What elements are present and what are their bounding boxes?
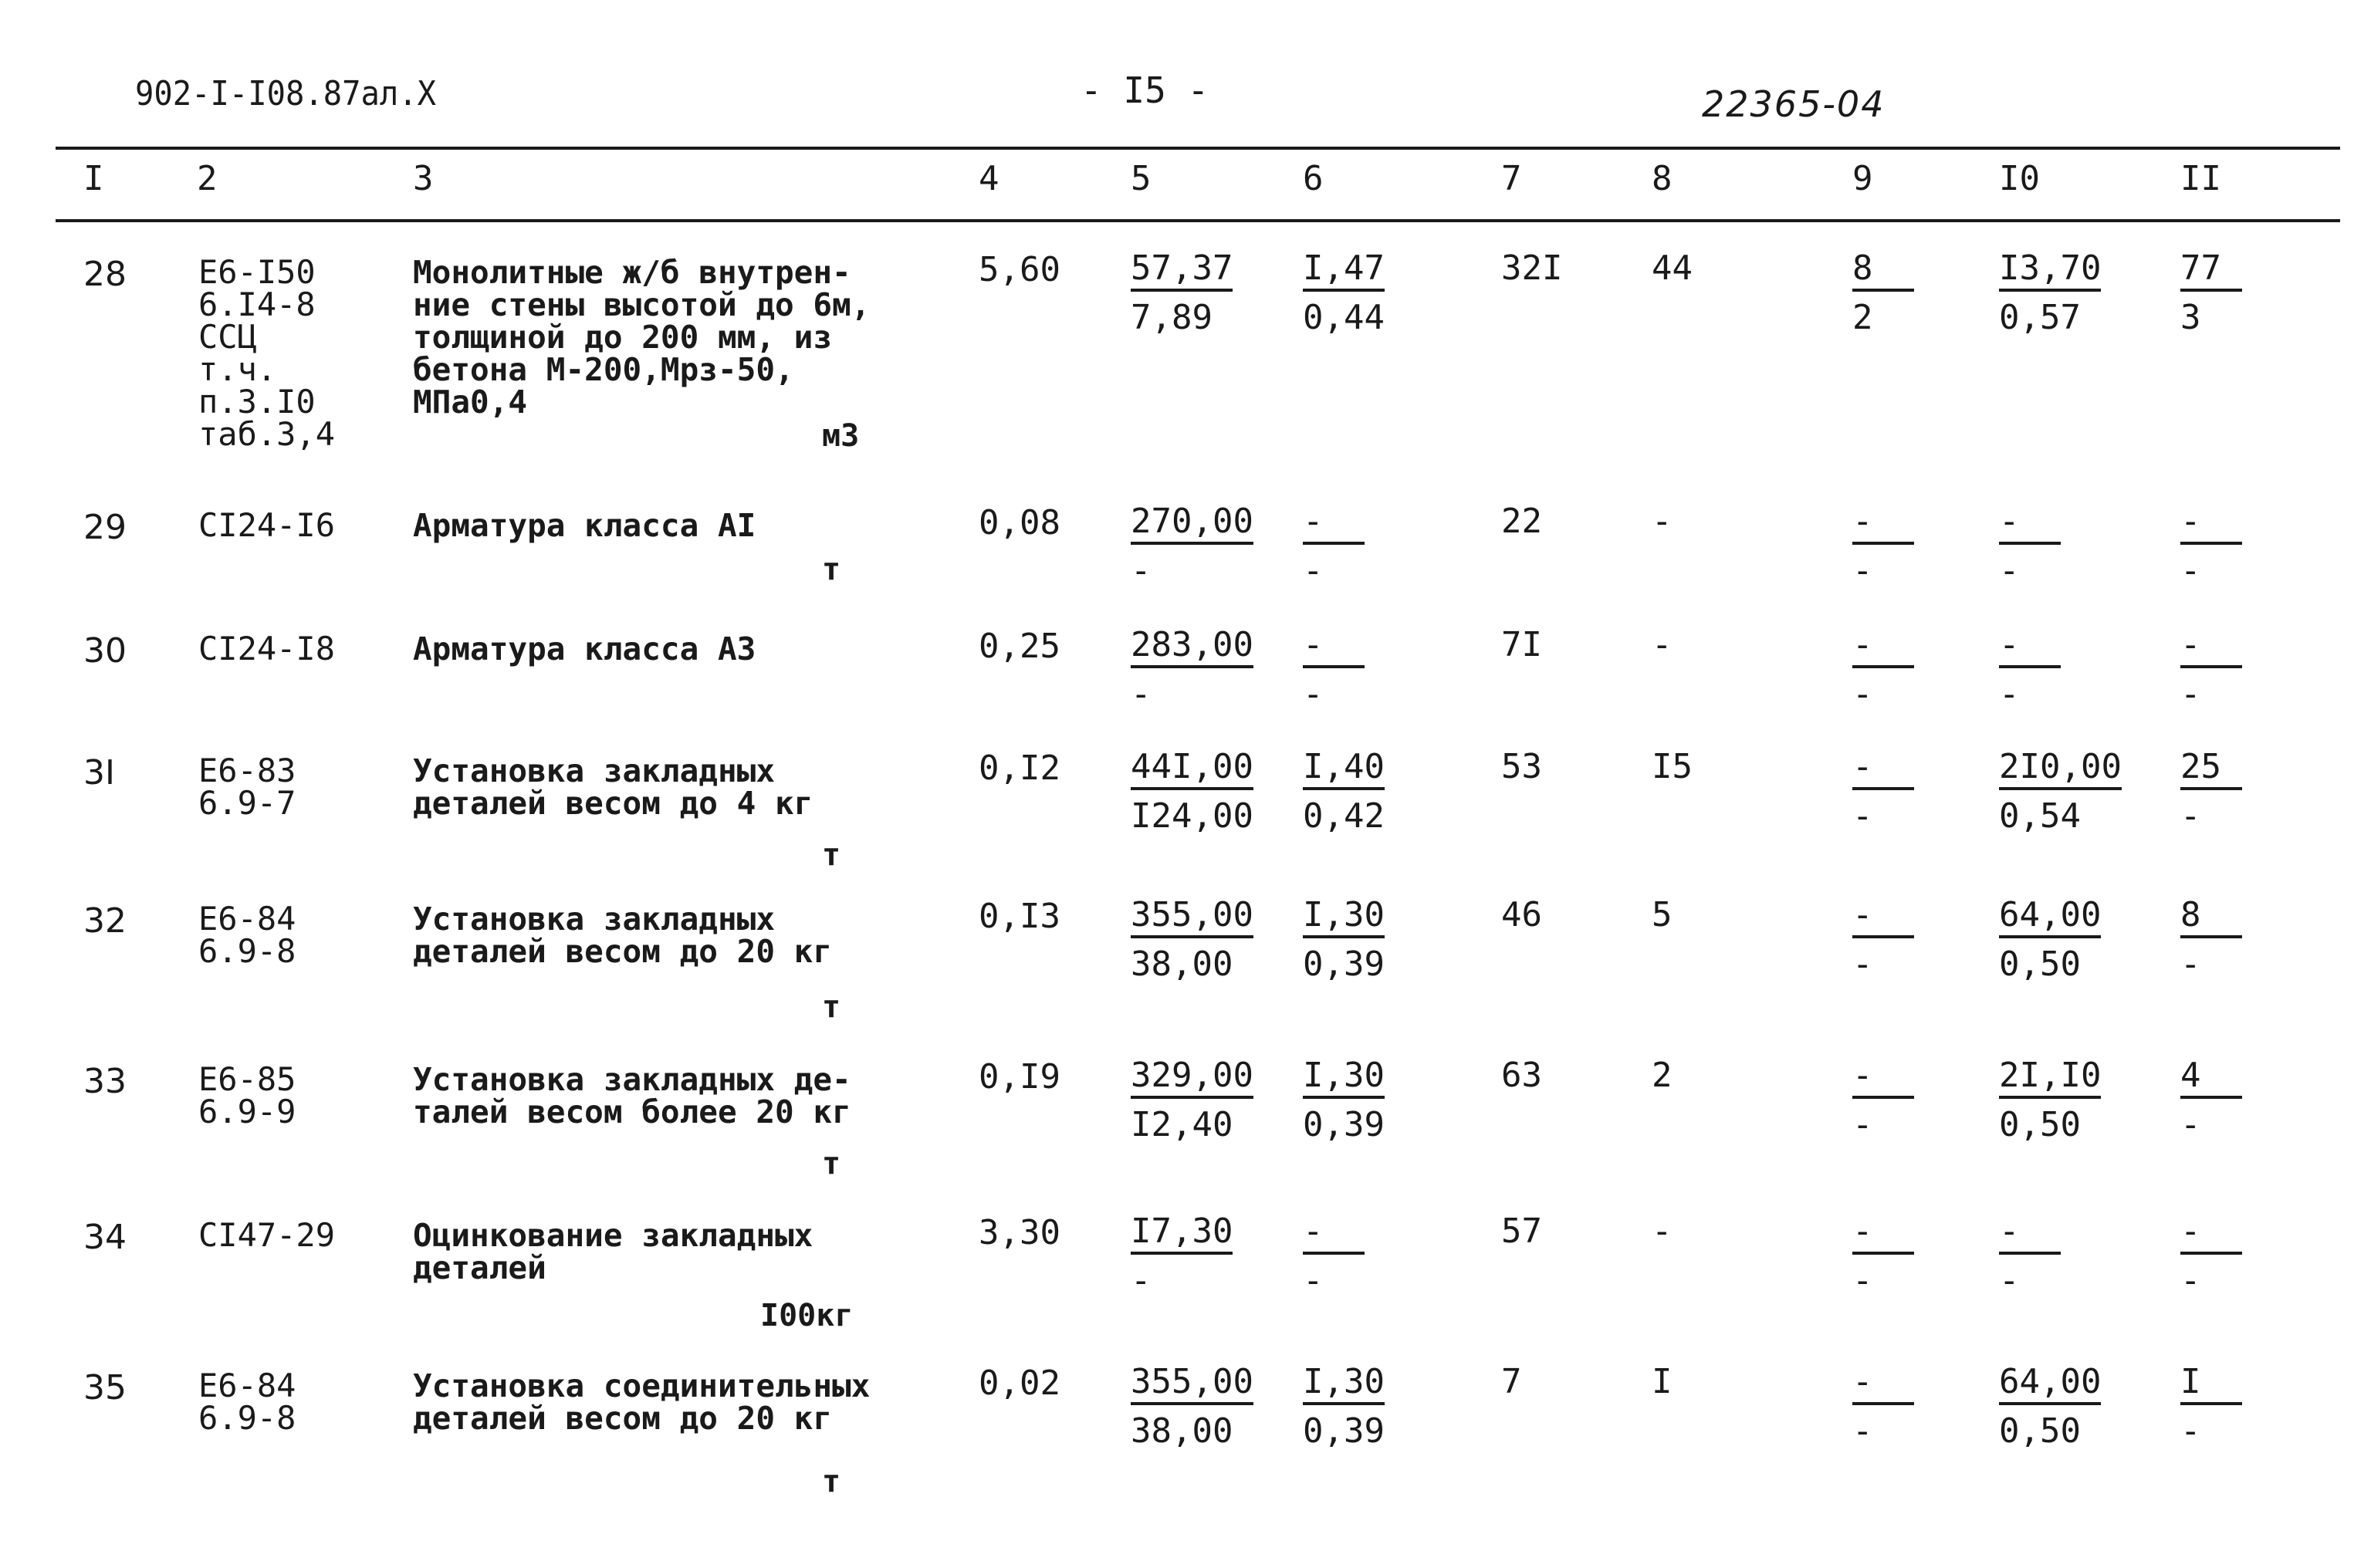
row-col6-value-numerator: - <box>1303 1215 1365 1255</box>
row-description-line: Монолитные ж/б внутрен- <box>413 254 851 291</box>
column-header-10: I0 <box>1999 159 2040 198</box>
row-col11-value-numerator: - <box>2180 505 2242 545</box>
row-col10-value-numerator: I3,70 <box>1999 252 2101 292</box>
column-header-4: 4 <box>979 159 999 198</box>
row-col9-value-numerator: - <box>1852 505 1914 545</box>
row-description-line: Оцинкование закладных <box>413 1217 813 1254</box>
row-col5-value-denominator: 38,00 <box>1131 1411 1233 1451</box>
row-col11-value-denominator: - <box>2180 1411 2201 1451</box>
row-col6-value-numerator: I,30 <box>1303 1059 1385 1099</box>
page-number: - I5 - <box>1081 69 1209 111</box>
row-col10-value-denominator: - <box>1999 1261 2020 1300</box>
row-col11-value-denominator: - <box>2180 796 2201 836</box>
row-number: 35 <box>83 1368 127 1407</box>
row-col6-value-numerator: I,30 <box>1303 1365 1385 1405</box>
row-number: 33 <box>83 1062 127 1101</box>
row-col5-value-numerator: 329,00 <box>1131 1059 1253 1099</box>
row-col11-value-numerator: I <box>2180 1365 2242 1405</box>
row-col10-value <box>1999 1056 2102 1144</box>
table-header-rule <box>56 219 2340 222</box>
row-code-line: т.ч. <box>198 350 277 388</box>
row-col11-value <box>2180 747 2242 836</box>
row-col11-value-numerator: 77 <box>2180 252 2242 292</box>
row-description-line: деталей весом до 4 кг <box>413 785 813 822</box>
row-quantity: 3,30 <box>979 1213 1060 1252</box>
row-code-line: п.3.I0 <box>198 383 316 421</box>
row-description-line: Арматура класса АI <box>413 507 756 544</box>
row-quantity: 0,I9 <box>979 1057 1060 1097</box>
row-code-line: Е6-84 <box>198 900 296 938</box>
row-col9-value-numerator: - <box>1852 1059 1914 1099</box>
row-col10-value <box>1999 895 2102 984</box>
row-col9-value <box>1852 1362 1914 1451</box>
row-col9-value-numerator: 8 <box>1852 252 1914 292</box>
row-number: 28 <box>83 255 127 294</box>
row-col5-value-denominator: 7,89 <box>1131 298 1213 337</box>
row-number: 3I <box>83 753 115 792</box>
row-col7-value: 22 <box>1501 502 1542 541</box>
row-col10-value-numerator: 64,00 <box>1999 1365 2101 1405</box>
row-col6-value <box>1303 625 1365 714</box>
row-col6-value-numerator: I,30 <box>1303 898 1385 938</box>
row-col9-value <box>1852 895 1914 984</box>
row-unit: I00кг <box>760 1298 854 1333</box>
row-col9-value-denominator: - <box>1852 1261 1873 1300</box>
row-col9-value-denominator: - <box>1852 674 1873 714</box>
column-header-7: 7 <box>1501 159 1522 198</box>
row-col5-value-numerator: 355,00 <box>1131 1365 1253 1405</box>
row-col7-value: 7 <box>1501 1362 1522 1401</box>
column-header-8: 8 <box>1652 159 1673 198</box>
row-col10-value-denominator: 0,54 <box>1999 796 2081 836</box>
row-col10-value-numerator: 2I0,00 <box>1999 750 2122 790</box>
row-col11-value-denominator: - <box>2180 1261 2201 1300</box>
row-code-line: 6.9-8 <box>198 932 296 970</box>
row-col10-value <box>1999 1362 2102 1451</box>
row-col5-value-denominator: 38,00 <box>1131 945 1233 984</box>
row-col6-value-numerator: I,47 <box>1303 252 1385 292</box>
row-col5-value-denominator: - <box>1131 551 1152 590</box>
row-col5-value-numerator: 270,00 <box>1131 505 1253 545</box>
row-col10-value <box>1999 747 2122 836</box>
row-quantity: 0,I2 <box>979 749 1060 788</box>
row-col7-value: 57 <box>1501 1211 1542 1251</box>
row-col10-value <box>1999 248 2102 337</box>
row-col11-value-denominator: - <box>2180 674 2201 714</box>
column-header-2: 2 <box>197 159 218 198</box>
column-header-1: I <box>83 159 104 198</box>
row-col7-value: 7I <box>1501 625 1542 664</box>
row-description-line: толщиной до 200 мм, из <box>413 319 833 356</box>
row-col6-value-denominator: 0,39 <box>1303 1411 1385 1451</box>
row-code-line: Е6-83 <box>198 752 296 789</box>
row-code-line: СI24-I6 <box>198 506 336 544</box>
row-col6-value <box>1303 1056 1385 1144</box>
row-col6-value-denominator: 0,39 <box>1303 1105 1385 1144</box>
row-col8-value: I5 <box>1652 747 1693 786</box>
document-code: 902-I-I08.87ал.X <box>135 74 436 113</box>
row-number: 32 <box>83 901 127 941</box>
column-header-11: II <box>2180 159 2221 198</box>
row-description-line: Установка закладных де- <box>413 1061 851 1098</box>
row-description-line: ние стены высотой до 6м, <box>413 286 871 323</box>
row-col6-value-denominator: - <box>1303 551 1324 590</box>
row-col6-value-numerator: - <box>1303 628 1365 668</box>
row-number: 29 <box>83 508 127 547</box>
row-col9-value-numerator: - <box>1852 1365 1914 1405</box>
row-col9-value-denominator: - <box>1852 1411 1873 1451</box>
row-code-line: 6.9-7 <box>198 784 296 822</box>
archive-number: 22365-04 <box>1702 83 1886 125</box>
row-description-line: деталей <box>413 1249 546 1286</box>
row-col5-value-denominator: I24,00 <box>1131 796 1253 836</box>
row-col5-value-denominator: I2,40 <box>1131 1105 1233 1144</box>
row-quantity: 0,02 <box>979 1364 1060 1403</box>
row-col5-value <box>1131 502 1253 590</box>
row-unit: т <box>822 837 841 873</box>
row-code-line: таб.3,4 <box>198 415 336 453</box>
row-col10-value-numerator: - <box>1999 505 2061 545</box>
row-col10-value-denominator: 0,50 <box>1999 1105 2081 1144</box>
row-col8-value: 5 <box>1652 895 1673 934</box>
row-col10-value-numerator: - <box>1999 628 2061 668</box>
row-col5-value-numerator: 283,00 <box>1131 628 1253 668</box>
row-code-line: СI47-29 <box>198 1216 336 1254</box>
row-code-line: СI24-I8 <box>198 630 336 667</box>
row-description-line: Установка соединительных <box>413 1367 871 1404</box>
row-col10-value-numerator: - <box>1999 1215 2061 1255</box>
row-col6-value-numerator: - <box>1303 505 1365 545</box>
row-col8-value: 2 <box>1652 1056 1673 1095</box>
row-col7-value: 32I <box>1501 248 1563 288</box>
row-col6-value-numerator: I,40 <box>1303 750 1385 790</box>
row-col6-value <box>1303 1362 1385 1451</box>
row-col9-value-denominator: - <box>1852 1105 1873 1144</box>
row-col10-value-numerator: 2I,I0 <box>1999 1059 2101 1099</box>
row-col11-value-denominator: 3 <box>2180 298 2201 337</box>
row-col7-value: 46 <box>1501 895 1542 934</box>
column-header-9: 9 <box>1852 159 1873 198</box>
row-description-line: деталей весом до 20 кг <box>413 1400 833 1437</box>
row-col6-value <box>1303 747 1385 836</box>
row-col11-value <box>2180 1362 2242 1451</box>
row-col10-value-denominator: - <box>1999 551 2020 590</box>
row-code-line: ССЦ <box>198 318 257 356</box>
row-col5-value <box>1131 747 1253 836</box>
row-col9-value-denominator: 2 <box>1852 298 1873 337</box>
row-col6-value <box>1303 1211 1365 1300</box>
row-col8-value: 44 <box>1652 248 1693 288</box>
row-col11-value-numerator: - <box>2180 1215 2242 1255</box>
row-col5-value <box>1131 895 1253 984</box>
row-col5-value <box>1131 248 1233 337</box>
row-number: 34 <box>83 1218 127 1257</box>
row-description-line: талей весом более 20 кг <box>413 1093 851 1130</box>
row-col6-value-denominator: 0,39 <box>1303 945 1385 984</box>
row-col9-value-denominator: - <box>1852 551 1873 590</box>
row-unit: м3 <box>822 418 860 454</box>
row-col10-value <box>1999 502 2061 590</box>
row-quantity: 0,25 <box>979 627 1060 666</box>
row-code-line: 6.9-9 <box>198 1093 296 1130</box>
row-col11-value <box>2180 248 2242 337</box>
row-col5-value <box>1131 1056 1253 1144</box>
row-col11-value <box>2180 502 2242 590</box>
row-unit: т <box>822 552 841 587</box>
row-col6-value-denominator: 0,42 <box>1303 796 1385 836</box>
row-col6-value <box>1303 895 1385 984</box>
row-col8-value: - <box>1652 1211 1673 1251</box>
row-col6-value <box>1303 248 1385 337</box>
row-unit: т <box>822 989 841 1025</box>
row-col5-value-numerator: 355,00 <box>1131 898 1253 938</box>
row-col9-value <box>1852 502 1914 590</box>
row-col9-value-numerator: - <box>1852 898 1914 938</box>
row-code-line: Е6-84 <box>198 1367 296 1404</box>
column-header-6: 6 <box>1303 159 1324 198</box>
row-code-line: 6.I4-8 <box>198 286 316 323</box>
row-col8-value: I <box>1652 1362 1673 1401</box>
row-quantity: 0,08 <box>979 503 1060 542</box>
row-col9-value <box>1852 625 1914 714</box>
row-col9-value-numerator: - <box>1852 628 1914 668</box>
row-col6-value-denominator: - <box>1303 1261 1324 1300</box>
row-col5-value-numerator: 57,37 <box>1131 252 1233 292</box>
row-col5-value <box>1131 1211 1233 1300</box>
row-col8-value: - <box>1652 502 1673 541</box>
row-col9-value-numerator: - <box>1852 1215 1914 1255</box>
row-description-line: бетона М-200,Мрз-50, <box>413 351 794 388</box>
row-col10-value-denominator: 0,50 <box>1999 945 2081 984</box>
row-col11-value-denominator: - <box>2180 551 2201 590</box>
row-col5-value-denominator: - <box>1131 674 1152 714</box>
row-col9-value <box>1852 248 1914 337</box>
row-code-line: Е6-I50 <box>198 253 316 291</box>
row-description-line: МПа0,4 <box>413 384 528 421</box>
row-col11-value-numerator: 4 <box>2180 1059 2242 1099</box>
row-col9-value-numerator: - <box>1852 750 1914 790</box>
column-header-5: 5 <box>1131 159 1152 198</box>
row-col11-value <box>2180 625 2242 714</box>
row-description-line: деталей весом до 20 кг <box>413 933 833 970</box>
row-number: 30 <box>83 631 127 671</box>
row-description-line: Арматура класса А3 <box>413 630 756 667</box>
row-col10-value-numerator: 64,00 <box>1999 898 2101 938</box>
row-col11-value <box>2180 1056 2242 1144</box>
row-unit: т <box>822 1464 841 1499</box>
row-col9-value <box>1852 1056 1914 1144</box>
row-description-line: Установка закладных <box>413 901 775 938</box>
row-col6-value <box>1303 502 1365 590</box>
row-col10-value-denominator: 0,50 <box>1999 1411 2081 1451</box>
row-col5-value-numerator: I7,30 <box>1131 1215 1233 1255</box>
row-col10-value-denominator: - <box>1999 674 2020 714</box>
column-header-3: 3 <box>413 159 434 198</box>
row-col10-value <box>1999 1211 2061 1300</box>
row-col9-value <box>1852 1211 1914 1300</box>
row-col7-value: 53 <box>1501 747 1542 786</box>
row-col9-value-denominator: - <box>1852 945 1873 984</box>
row-col6-value-denominator: 0,44 <box>1303 298 1385 337</box>
row-code-line: 6.9-8 <box>198 1399 296 1437</box>
row-col11-value-numerator: - <box>2180 628 2242 668</box>
row-col11-value-numerator: 8 <box>2180 898 2242 938</box>
row-col11-value <box>2180 895 2242 984</box>
row-col7-value: 63 <box>1501 1056 1542 1095</box>
row-col8-value: - <box>1652 625 1673 664</box>
row-col5-value <box>1131 625 1253 714</box>
table-top-rule <box>56 147 2340 150</box>
row-col11-value-numerator: 25 <box>2180 750 2242 790</box>
row-col5-value <box>1131 1362 1253 1451</box>
row-col11-value-denominator: - <box>2180 945 2201 984</box>
row-col6-value-denominator: - <box>1303 674 1324 714</box>
row-col11-value <box>2180 1211 2242 1300</box>
row-col5-value-denominator: - <box>1131 1261 1152 1300</box>
row-col5-value-numerator: 44I,00 <box>1131 750 1253 790</box>
row-code-line: Е6-85 <box>198 1060 296 1098</box>
row-description-line: Установка закладных <box>413 752 775 789</box>
row-col9-value-denominator: - <box>1852 796 1873 836</box>
row-col10-value <box>1999 625 2061 714</box>
row-unit: т <box>822 1146 841 1181</box>
row-col11-value-denominator: - <box>2180 1105 2201 1144</box>
row-quantity: 0,I3 <box>979 897 1060 936</box>
row-col10-value-denominator: 0,57 <box>1999 298 2081 337</box>
row-col9-value <box>1852 747 1914 836</box>
row-quantity: 5,60 <box>979 250 1060 289</box>
